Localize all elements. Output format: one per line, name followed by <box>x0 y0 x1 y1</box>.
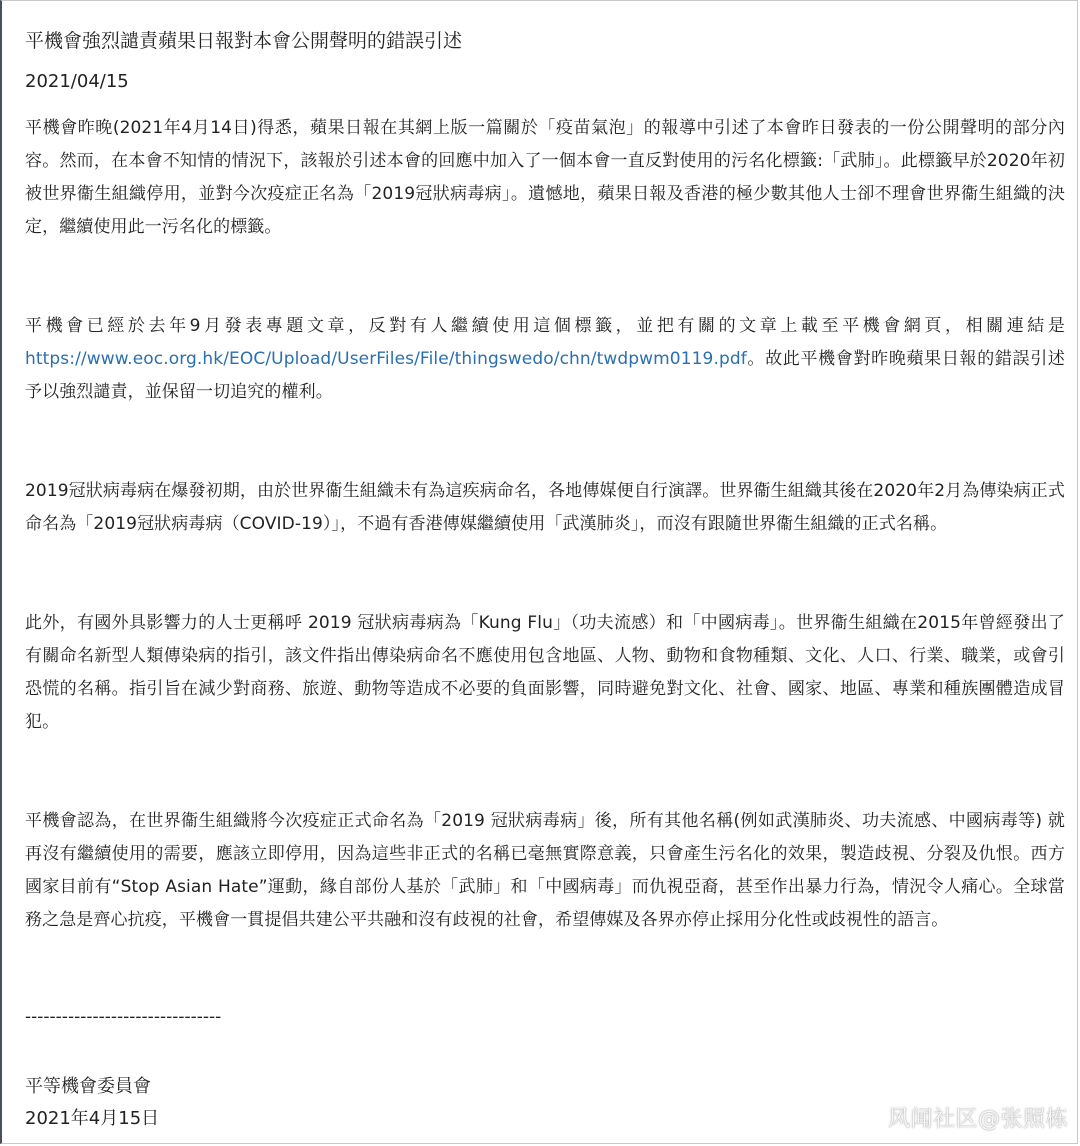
paragraph-4: 此外，有國外具影響力的人士更稱呼 2019 冠狀病毒病為「Kung Flu」（功夫流感）和「中國病毒」。世界衞生組織在2015年曾經發出了有關命名新型人類傳染病的指引，該文件指出傳染病命名不應使用包含地區、人物、動物和食物種類、文化、人口、行業、職業，或會引恐慌的名稱。指引旨在減少對商務、旅遊、動物等造成不必要的負面影響，同時避免對文化、社會、國家、地區、專業和種族團體造成冒犯。 <box>25 613 1065 732</box>
statement-title: 平機會強烈譴責蘋果日報對本會公開聲明的錯誤引述 <box>25 30 463 52</box>
statement-content <box>25 26 1065 1135</box>
watermark: 风闻社区@张照栋 <box>887 1107 1068 1132</box>
paragraph-1: 平機會昨晚(2021年4月14日)得悉，蘋果日報在其網上版一篇關於「疫苗氣泡」的報導中引述了本會昨日發表的一份公開聲明的部分內容。然而，在本會不知情的情況下，該報於引述本會的回應中加入了一個本會一直反對使用的污名化標籤:「武肺」。此標籤早於2020年初被世界衞生組織停用，並對今次疫症正名為「2019冠狀病毒病」。遺憾地，蘋果日報及香港的極少數其他人士卻不理會世界衞生組織的決定，繼續使用此一污名化的標籤。 <box>25 118 1065 237</box>
eoc-article-link[interactable]: https://www.eoc.org.hk/EOC/Upload/UserFiles/File/thingswedo/chn/twdpwm0119.pdf <box>25 349 747 369</box>
paragraph-5: 平機會認為，在世界衞生組織將今次疫症正式命名為「2019 冠狀病毒病」後，所有其他名稱(例如武漢肺炎、功夫流感、中國病毒等) 就再沒有繼續使用的需要，應該立即停用，因為這些非正式的名稱已毫無實際意義，只會產生污名化的效果，製造歧視、分裂及仇恨。西方國家目前有“Stop Asian Hate”運動，緣自部份人基於「武肺」和「中國病毒」而仇視亞裔，甚至作出暴力行為，情況令人痛心。全球當務之急是齊心抗疫，平機會一貫提倡共建公平共融和沒有歧視的社會，希望傳媒及各界亦停止採用分化性或歧視性的語言。 <box>25 811 1065 930</box>
signature-organization: 平等機會委員會 <box>25 1076 151 1097</box>
signature-divider: -------------------------------- <box>25 1007 222 1027</box>
statement-date: 2021/04/15 <box>25 71 129 92</box>
paragraph-2-text-before: 平機會已經於去年9月發表專題文章，反對有人繼續使用這個標籤，並把有關的文章上載至平機會網頁，相關連結是 <box>25 316 1065 336</box>
signature-date: 2021年4月15日 <box>25 1108 160 1129</box>
paragraph-2 <box>25 310 1065 409</box>
paragraph-2-text-after: 。故此平機會對昨晚蘋果日報的錯誤引述予以強烈譴責，並保留一切追究的權利。 <box>25 349 1065 402</box>
paragraph-3: 2019冠狀病毒病在爆發初期，由於世界衞生組織未有為這疾病命名，各地傳媒便自行演譯。世界衞生組織其後在2020年2月為傳染病正式命名為「2019冠狀病毒病（COVID-19）」，不過有香港傳媒繼續使用「武漢肺炎」，而沒有跟隨世界衞生組織的正式名稱。 <box>25 481 1065 534</box>
